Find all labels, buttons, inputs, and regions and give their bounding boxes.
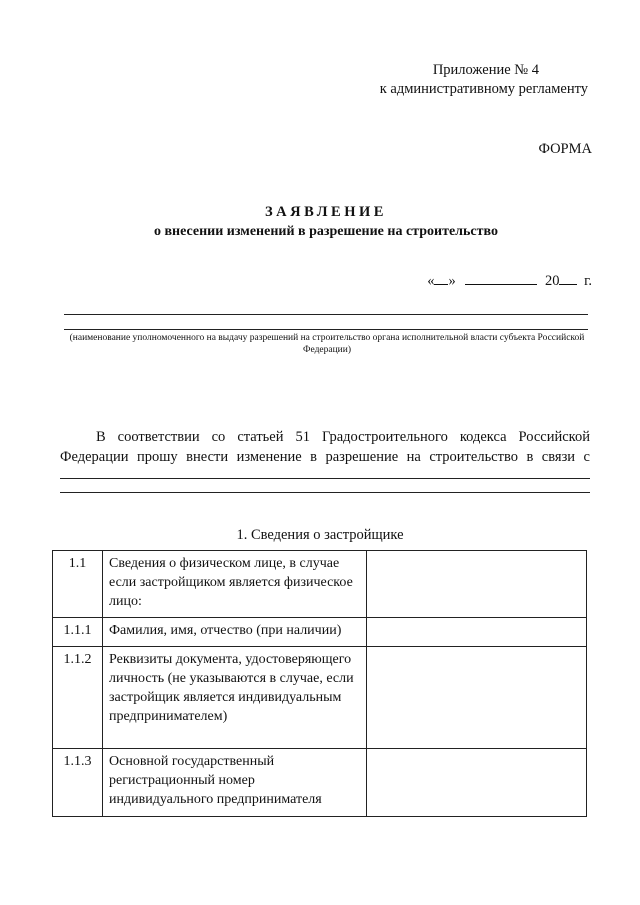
date-open-quote: « (427, 273, 435, 289)
appendix-header (380, 61, 588, 99)
row-value-field[interactable] (367, 618, 587, 647)
reason-blank-line-2 (60, 492, 590, 493)
row-number: 1.1 (53, 551, 103, 618)
row-description: Фамилия, имя, отчество (при наличии) (103, 618, 367, 647)
row-value-field[interactable] (367, 551, 587, 618)
table-row (53, 749, 587, 817)
row-description: Реквизиты документа, удостоверяющего личность (не указываются в случае, если застройщик является индивидуальным предпринимателем) (103, 647, 367, 749)
section-1-title: 1. Сведения о застройщике (236, 527, 404, 543)
row-number: 1.1.1 (53, 618, 103, 647)
appendix-reference: к административному регламенту (379, 81, 588, 97)
row-value-field[interactable] (367, 647, 587, 749)
form-label: ФОРМА (538, 141, 592, 157)
authority-caption: (наименование уполномоченного на выдачу разрешений на строительство органа исполнительной власти субъекта Российской Федерации) (69, 333, 585, 355)
authority-blank-line-2 (64, 329, 588, 330)
table-row (53, 618, 587, 647)
row-value-field[interactable] (367, 749, 587, 817)
row-number: 1.1.2 (53, 647, 103, 749)
developer-info-table (52, 550, 587, 817)
request-paragraph: В соответствии со статьей 51 Градостроительного кодекса Российской Федерации прошу внести изменение в разрешение на строительство в связи с (60, 429, 590, 465)
document-subtitle: о внесении изменений в разрешение на строительство (154, 224, 498, 239)
year-prefix: 20 (544, 273, 560, 289)
authority-blank-line-1 (64, 314, 588, 315)
day-blank (434, 271, 448, 285)
year-blank (559, 271, 577, 285)
date-close-quote: » (448, 273, 456, 289)
month-blank (465, 271, 537, 285)
table-row (53, 647, 587, 749)
row-description: Сведения о физическом лице, в случае если застройщиком является физическое лицо: (103, 551, 367, 618)
appendix-number: Приложение № 4 (432, 62, 539, 78)
document-title: ЗАЯВЛЕНИЕ (265, 204, 387, 220)
table-row (53, 551, 587, 618)
row-description: Основной государственный регистрационный номер индивидуального предпринимателя (103, 749, 367, 817)
year-suffix: г. (584, 273, 592, 289)
row-number: 1.1.3 (53, 749, 103, 817)
date-field (427, 271, 592, 290)
reason-blank-line-1 (60, 478, 590, 479)
